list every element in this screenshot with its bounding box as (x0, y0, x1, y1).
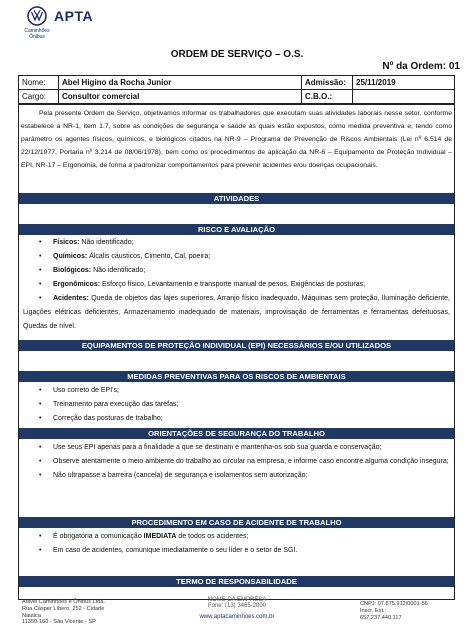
preventive-item: • Uso correto de EPI's; (39, 387, 119, 394)
risk-item: • Ergonômicos: Esforço físico, Levantamento e transporte manual de pesos, Exigências de posturas; (39, 281, 366, 288)
footer-address-line3: 11350-160 - São Vicente - SP (22, 619, 96, 626)
section-guidelines: ORIENTAÇÕES DE SEGURANÇA DO TRABALHO (19, 428, 454, 439)
role-label: Cargo: (19, 90, 59, 104)
section-activities: ATIVIDADES (19, 193, 454, 204)
guideline-item: • Observe atentamente o meio ambiente do trabalho ao circular na empresa, e informe caso encontre alguma condição insegura; (39, 458, 449, 465)
guideline-item: • Não ultrapasse a barreira (cancela) de segurança e isolamentos sem autorização; (39, 472, 308, 479)
footer-company: Adivel Caminhões e Ônibus Ltda. (22, 599, 106, 605)
section-risks: RISCO E AVALIAÇÃO (19, 224, 454, 235)
section-epi: EQUIPAMENTOS DE PROTEÇÃO INDIVIDUAL (EPI) NECESSÁRIOS E/OU UTILIZADOS (19, 340, 454, 351)
brand-sub-line2: Ônibus (29, 34, 45, 40)
footer-cnpj: CNPJ: 07.875.912/0001-56 (360, 601, 428, 607)
document-body (18, 104, 455, 600)
risk-text: Esforço físico, Levantamento e transporte manual de pesos, Exigências de posturas; (100, 281, 366, 288)
accident-item: • Em caso de acidentes, comunique imediatamente o seu líder e o setor de SGI. (39, 547, 298, 554)
accident-text: Em caso de acidentes, comunique imediatamente o seu líder e o setor de SGI. (53, 547, 298, 554)
brand-sub-line1: Caminhões (24, 28, 50, 34)
footer-address-line1: Rua Cásper Líbero, 252 - Cidade (22, 605, 105, 612)
risk-text: Álcalis cáusticos, Cimento, Cal, poeira; (87, 253, 211, 260)
risk-item: • Acidentes: Queda de objetos das lajes superiores, Arranjo físico inadequado, Máquinas sem proteção, Iluminação deficiente, Ligações elétricas deficientes, Armazenamento inadequado de materiais, improvisação de ferramentas e ferramentas defeituosas, Quedas de nível. (23, 295, 450, 330)
admission-label: Admissão: (302, 76, 353, 90)
footer-address-line2: Náutica (22, 612, 41, 619)
risk-label: Físicos: (53, 239, 80, 246)
risk-label: Ergonômicos: (53, 281, 101, 288)
risk-text: Não identificado; (79, 239, 134, 246)
activities-content (19, 204, 454, 218)
risk-label: Acidentes: (53, 295, 89, 302)
accident-text: É obrigatória a comunicação (53, 533, 144, 540)
vw-logo-icon (27, 6, 47, 26)
epi-content (19, 351, 454, 365)
preventive-text: Treinamento para execução das tarefas; (53, 401, 179, 408)
risk-item: • Químicos: Álcalis cáusticos, Cimento, Cal, poeira; (39, 253, 211, 260)
preventive-item: • Correção das posturas de trabalho; (39, 415, 163, 422)
accident-item: • É obrigatória a comunicação IMEDIATA de todos os acidentes; (39, 533, 249, 540)
cbo-label: C.B.O.: (302, 90, 353, 104)
preventive-text: Correção das posturas de trabalho; (53, 415, 163, 422)
risk-label: Químicos: (53, 253, 88, 260)
guideline-text: Não ultrapasse a barreira (cancela) de segurança e isolamentos sem autorização; (53, 472, 308, 479)
accident-emphasis: IMEDIATA (143, 533, 177, 540)
name-label: Nome: (19, 76, 59, 90)
footer-registration (360, 601, 428, 623)
guideline-item: • Use seus EPI apenas para a finalidade a que se destinam e mantenha-os sob sua guarda e conservação; (39, 444, 382, 451)
section-accident: PROCEDIMENTO EM CASO DE ACIDENTE DE TRABALHO (19, 517, 454, 528)
name-value: Abel Higino da Rocha Junior (59, 76, 302, 90)
preventive-list (19, 384, 454, 426)
risk-item: • Biológicos: Não identificado; (39, 267, 146, 274)
brand-subtitle (20, 28, 54, 40)
guideline-text: Use seus EPI apenas para a finalidade a que se destinam e mantenha-os sob sua guarda e conservação; (53, 444, 382, 451)
footer-company-placeholder: NOME DA EMPRESA (207, 597, 267, 603)
footer-phone: Fone: (13) 3465-2000 (207, 603, 267, 609)
footer-ie-value: 657.237.440.117 (360, 615, 402, 622)
accident-text-end: de todos os acidentes; (176, 533, 249, 540)
cbo-value (353, 90, 455, 104)
risk-label: Biológicos: (53, 267, 92, 274)
risk-item: • Físicos: Não identificado; (39, 239, 134, 246)
preventive-text: Uso correto de EPI's; (53, 387, 119, 394)
guidelines-list (19, 441, 454, 483)
footer-website[interactable]: www.aptacaminhoes.com.br (199, 614, 275, 620)
risk-list (19, 236, 454, 334)
brand-name: APTA (54, 8, 94, 24)
footer-ie-label: Inscr. Est.: (360, 608, 387, 615)
employee-header-table (18, 75, 455, 104)
preventive-item: • Treinamento para execução das tarefas; (39, 401, 179, 408)
guideline-text: Observe atentamente o meio ambiente do trabalho ao circular na empresa, e informe caso encontre alguma condição insegura; (53, 458, 449, 465)
document-title: ORDEM DE SERVIÇO – O.S. (170, 49, 304, 60)
admission-value: 25/11/2019 (353, 76, 455, 90)
section-preventive: MEDIDAS PREVENTIVAS PARA OS RISCOS DE AMBIENTAIS (19, 371, 454, 382)
risk-text: Não identificado; (91, 267, 146, 274)
order-number: Nº da Ordem: 01 (382, 61, 460, 72)
section-responsibility: TERMO DE RESPONSABILIDADE (19, 576, 454, 587)
intro-paragraph: Pela presente Ordem de Serviço, objetivamos informar os trabalhadores que executam suas atividades laborais nesse setor, conforme estabelece a NR-1, item 1.7, sobre as condições de segurança e saúde às quais estão expostos, como medida preventiva e, tendo como parâmetro os agentes físicos, químicos, e biológicos citados na NR-9 – Programa de Prevenção de Riscos Ambientais (Lei nº 6.514 de 22/12/1977, Portaria nº 3.214 de 08/06/1978), bem como os procedimentos de aplicação da NR-6 – Equipamento de Proteção Individual – EPI, NR-17 – Ergonomia, de forma a padronizar comportamentos para prevenir acidentes e/ou doenças ocupacionais. (21, 110, 452, 170)
risk-text: Queda de objetos das lajes superiores, Arranjo físico inadequado, Máquinas sem proteção, Iluminação deficiente, Ligações elétricas deficientes, Armazenamento inadequado de materiais, improvisação de ferramentas e ferramentas defeituosas, Quedas de nível. (23, 295, 450, 330)
role-value: Consultor comercial (59, 90, 302, 104)
accident-list (19, 530, 454, 558)
